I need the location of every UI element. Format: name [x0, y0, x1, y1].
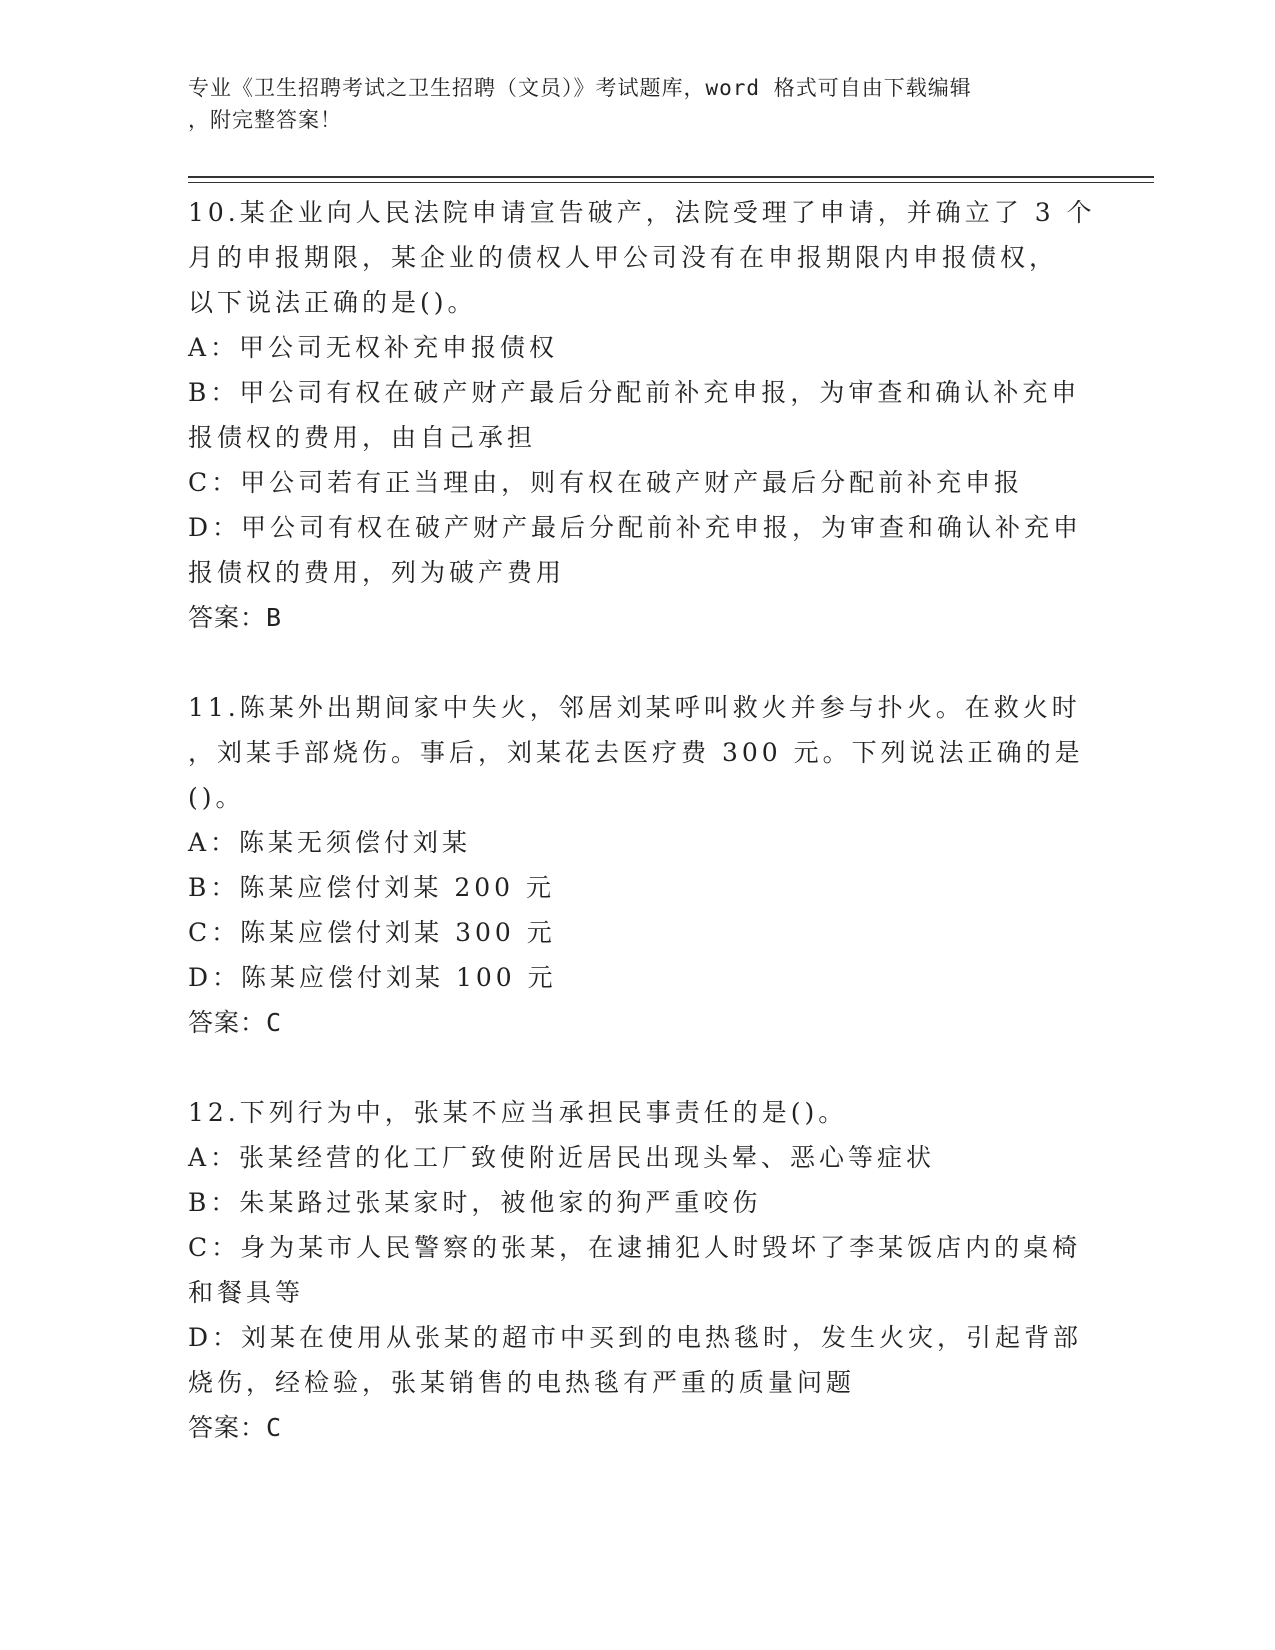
answer-label: 答案： — [188, 1413, 267, 1442]
stem-line: ，刘某手部烧伤。事后，刘某花去医疗费 300 元。下列说法正确的是 — [188, 738, 1084, 767]
option-line: 烧伤，经检验，张某销售的电热毯有严重的质量问题 — [188, 1368, 856, 1397]
option-b — [188, 865, 1088, 910]
question-stem — [188, 190, 1096, 325]
stem-line: 以下说法正确的是()。 — [188, 288, 477, 317]
option-line: C：身为某市人民警察的张某，在逮捕犯人时毁坏了李某饭店内的桌椅 — [188, 1233, 1082, 1262]
option-b — [188, 370, 1088, 460]
option-line: 报债权的费用，列为破产费用 — [188, 558, 566, 587]
option-line: 报债权的费用，由自己承担 — [188, 423, 537, 452]
answer-value: B — [266, 603, 283, 632]
stem-line: 11.陈某外出期间家中失火，邻居刘某呼叫救火并参与扑火。在救火时 — [188, 693, 1081, 722]
answer — [188, 1405, 1088, 1450]
spacer — [188, 640, 1088, 685]
stem-line: ()。 — [188, 783, 245, 812]
answer-label: 答案： — [188, 603, 267, 632]
header-divider-thick — [188, 176, 1154, 178]
option-d — [188, 1315, 1088, 1405]
stem-line: 12.下列行为中，张某不应当承担民事责任的是()。 — [188, 1098, 848, 1127]
option-line: B：朱某路过张某家时，被他家的狗严重咬伤 — [188, 1188, 762, 1217]
spacer — [188, 1045, 1088, 1090]
question-10 — [188, 190, 1096, 640]
answer — [188, 1000, 1088, 1045]
option-line: C：陈某应偿付刘某 300 元 — [188, 918, 556, 947]
question-12 — [188, 1090, 1088, 1450]
answer-value: C — [266, 1008, 283, 1037]
option-line: C：甲公司若有正当理由，则有权在破产财产最后分配前补充申报 — [188, 468, 1024, 497]
option-c — [188, 910, 1088, 955]
option-line: D：陈某应偿付刘某 100 元 — [188, 963, 557, 992]
option-c — [188, 1225, 1088, 1315]
answer — [188, 595, 1088, 640]
question-list — [188, 190, 1096, 1450]
option-line: A：陈某无须偿付刘某 — [188, 828, 472, 857]
header-divider-thin — [188, 182, 1154, 183]
option-a — [188, 820, 1088, 865]
option-line: A：甲公司无权补充申报债权 — [188, 333, 559, 362]
option-a — [188, 325, 1088, 370]
document-header — [188, 72, 1088, 136]
option-d — [188, 505, 1088, 595]
option-b — [188, 1180, 1088, 1225]
option-line: 和餐具等 — [188, 1278, 305, 1307]
header-line: ，附完整答案！ — [188, 108, 342, 132]
option-c — [188, 460, 1088, 505]
question-stem — [188, 685, 1088, 820]
question-stem — [188, 1090, 1088, 1135]
option-line: B：甲公司有权在破产财产最后分配前补充申报，为审查和确认补充申 — [188, 378, 1081, 407]
option-d — [188, 955, 1088, 1000]
answer-value: C — [266, 1413, 283, 1442]
option-line: D：甲公司有权在破产财产最后分配前补充申报，为审查和确认补充申 — [188, 513, 1083, 542]
option-line: B：陈某应偿付刘某 200 元 — [188, 873, 555, 902]
header-line: 专业《卫生招聘考试之卫生招聘（文员）》考试题库，word 格式可自由下载编辑 — [188, 76, 972, 100]
option-line: D：刘某在使用从张某的超市中买到的电热毯时，发生火灾，引起背部 — [188, 1323, 1083, 1352]
option-line: A：张某经营的化工厂致使附近居民出现头晕、恶心等症状 — [188, 1143, 936, 1172]
answer-label: 答案： — [188, 1008, 267, 1037]
option-a — [188, 1135, 1088, 1180]
stem-line: 月的申报期限，某企业的债权人甲公司没有在申报期限内申报债权， — [188, 243, 1059, 272]
stem-line: 10.某企业向人民法院申请宣告破产，法院受理了申请，并确立了 3 个 — [188, 198, 1096, 227]
question-11 — [188, 685, 1088, 1045]
